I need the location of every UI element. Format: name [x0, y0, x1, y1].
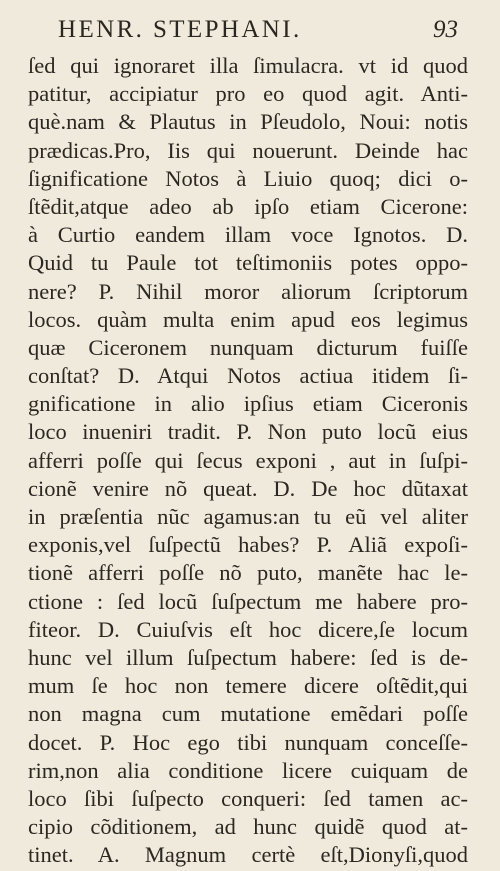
running-head-title: HENR. STEPHANI.	[58, 16, 302, 43]
text-line: gnificatione in alio ipſius etiam Ciceronis	[28, 391, 468, 417]
text-line: quæ Ciceronem nunquam dicturum fuiſſe	[28, 334, 468, 360]
text-line: cionẽ venire nõ queat. D. De hoc dũtaxat	[28, 475, 468, 501]
text-line: conſtat? D. Atqui Notos actiua itidem ſi-	[28, 363, 468, 389]
text-line: fiteor. D. Cuiuſvis eſt hoc dicere,ſe locum	[28, 616, 468, 642]
body-text	[28, 52, 468, 869]
text-line: ſignificatione Notos à Liuio quoq; dici o-	[28, 165, 468, 191]
text-line: locos. quàm multa enim apud eos legimus	[28, 306, 468, 332]
text-line: rim,non alia conditione licere cuiquam de	[28, 757, 468, 783]
text-line: Quid tu Paule tot teſtimoniis potes oppo-	[28, 250, 468, 276]
text-line: prædicas.Pro, Iis qui nouerunt. Deinde hac	[28, 137, 468, 163]
page-number: 93	[433, 16, 458, 43]
text-line: cipio cõditionem, ad hunc quidẽ quod at-	[28, 814, 468, 840]
text-line: loco inueniri tradit. P. Non puto locũ eius	[28, 419, 468, 445]
text-line: afferri poſſe qui ſecus exponi , aut in ſuſpi-	[28, 447, 468, 473]
text-line: mum ſe hoc non temere dicere oſtẽdit,qui	[28, 673, 468, 699]
text-line: non magna cum mutatione emẽdari poſſe	[28, 701, 468, 727]
text-line: in præſentia nũc agamus:an tu eũ vel aliter	[28, 504, 468, 529]
text-line: à Curtio eandem illam voce Ignotos. D.	[28, 222, 468, 248]
text-line: ctione : ſed locũ ſuſpectum me habere pro-	[28, 588, 468, 614]
text-line: hunc vel illum ſuſpectum habere: ſed is de-	[28, 644, 468, 670]
text-line: ſed qui ignoraret illa ſimulacra. vt id quod	[28, 53, 468, 78]
text-line: nere? P. Nihil moror aliorum ſcriptorum	[28, 278, 468, 304]
running-head	[0, 16, 500, 48]
text-line: què.nam & Plautus in Pſeudolo, Noui: notis	[28, 109, 468, 135]
text-line: tinet. A. Magnum certè eſt,Dionyſi,quod	[28, 842, 468, 868]
text-line: patitur, accipiatur pro eo quod agit. Anti-	[28, 81, 468, 107]
text-line: exponis,vel ſuſpectũ habes? P. Aliã expoſi-	[28, 532, 468, 558]
text-line: tionẽ afferri poſſe nõ puto, manẽte hac le-	[28, 560, 468, 586]
text-line: loco ſibi ſuſpecto conqueri: ſed tamen ac-	[28, 785, 468, 811]
text-line: ſtẽdit,atque adeo ab ipſo etiam Cicerone:	[28, 193, 468, 219]
text-line: docet. P. Hoc ego tibi nunquam conceſſe-	[28, 729, 468, 755]
